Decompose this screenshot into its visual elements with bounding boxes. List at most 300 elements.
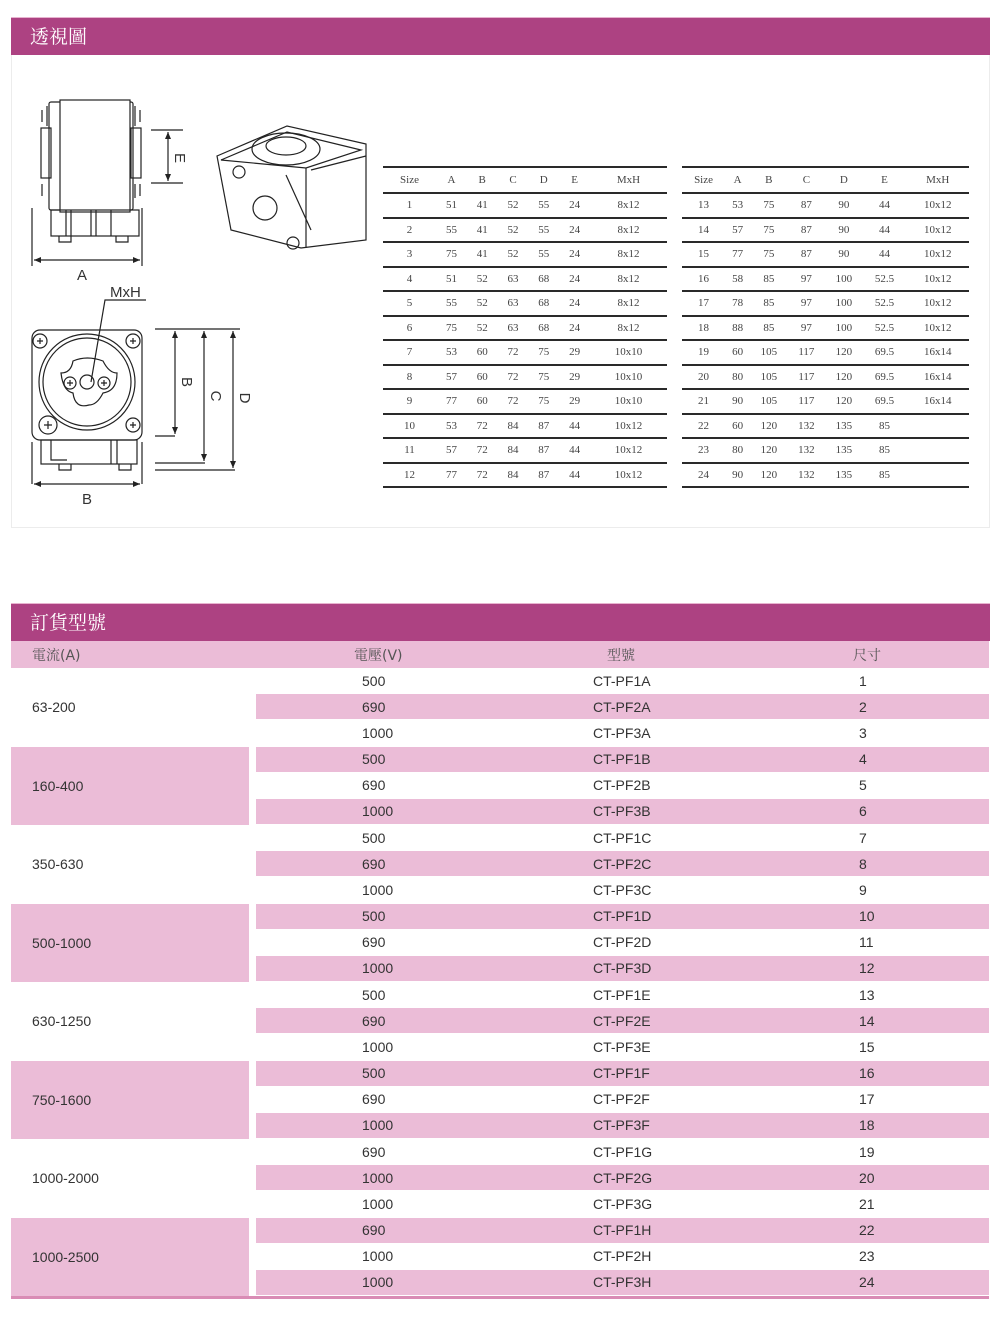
table-row bbox=[256, 1270, 989, 1296]
current-group bbox=[11, 1218, 989, 1297]
table-cell: 85 bbox=[863, 463, 907, 488]
table-cell: 14 bbox=[682, 218, 725, 243]
size-cell: 4 bbox=[859, 751, 867, 768]
model-cell: CT-PF3B bbox=[593, 803, 651, 820]
table-cell: 90 bbox=[725, 463, 750, 488]
dimension-table-header bbox=[682, 167, 969, 193]
size-cell: 13 bbox=[859, 986, 875, 1003]
table-cell: 22 bbox=[682, 414, 725, 439]
table-cell: 87 bbox=[528, 414, 559, 439]
table-row bbox=[256, 1244, 989, 1270]
table-cell: 52.5 bbox=[863, 267, 907, 292]
table-cell: 10x12 bbox=[906, 291, 969, 316]
table-row bbox=[383, 365, 667, 390]
table-row bbox=[682, 218, 969, 243]
table-row bbox=[256, 1034, 989, 1060]
table-cell: 75 bbox=[750, 242, 788, 267]
model-cell: CT-PF3H bbox=[593, 1274, 652, 1291]
table-cell: 63 bbox=[498, 291, 529, 316]
table-cell: 44 bbox=[863, 193, 907, 218]
table-cell: 17 bbox=[682, 291, 725, 316]
dimension-table-sizes-13-24 bbox=[682, 166, 969, 488]
table-cell: 100 bbox=[825, 291, 863, 316]
table-cell: 120 bbox=[825, 365, 863, 390]
table-cell: 44 bbox=[863, 242, 907, 267]
table-cell: 68 bbox=[528, 291, 559, 316]
table-cell: 63 bbox=[498, 267, 529, 292]
table-cell: 69.5 bbox=[863, 340, 907, 365]
voltage-cell: 690 bbox=[362, 698, 386, 715]
model-cell: CT-PF3D bbox=[593, 960, 652, 977]
table-cell: 1 bbox=[383, 193, 436, 218]
table-cell: 100 bbox=[825, 267, 863, 292]
table-cell: 72 bbox=[498, 340, 529, 365]
table-cell: 135 bbox=[825, 414, 863, 439]
model-cell: CT-PF3E bbox=[593, 1038, 651, 1055]
table-cell: 97 bbox=[788, 291, 826, 316]
table-row bbox=[256, 720, 989, 746]
table-cell: 8x12 bbox=[590, 316, 667, 341]
table-cell: 55 bbox=[436, 218, 467, 243]
voltage-cell: 500 bbox=[362, 829, 386, 846]
table-cell: 52 bbox=[498, 242, 529, 267]
table-cell: 80 bbox=[725, 365, 750, 390]
table-cell: 10x10 bbox=[590, 365, 667, 390]
table-row bbox=[256, 773, 989, 799]
table-cell: 8x12 bbox=[590, 267, 667, 292]
size-cell: 17 bbox=[859, 1091, 875, 1108]
current-range: 160-400 bbox=[11, 747, 249, 826]
model-cell: CT-PF2B bbox=[593, 777, 651, 794]
table-row bbox=[256, 1218, 989, 1244]
size-cell: 12 bbox=[859, 960, 875, 977]
order-section-title: 訂貨型號 bbox=[11, 603, 990, 641]
table-cell: 69.5 bbox=[863, 365, 907, 390]
table-cell: 100 bbox=[825, 316, 863, 341]
current-range: 1000-2000 bbox=[32, 1170, 99, 1187]
dimension-table-sizes-1-12 bbox=[383, 166, 667, 488]
voltage-cell: 500 bbox=[362, 672, 386, 689]
table-cell: 8x12 bbox=[590, 193, 667, 218]
table-row bbox=[682, 291, 969, 316]
table-cell: 87 bbox=[528, 463, 559, 488]
dimension-table-header bbox=[383, 167, 667, 193]
voltage-cell: 690 bbox=[362, 855, 386, 872]
model-cell: CT-PF3G bbox=[593, 1195, 653, 1212]
column-header: MxH bbox=[906, 167, 969, 193]
voltage-cell: 500 bbox=[362, 908, 386, 925]
table-cell: 51 bbox=[436, 193, 467, 218]
table-cell: 52 bbox=[467, 291, 498, 316]
table-cell: 120 bbox=[825, 389, 863, 414]
table-cell: 85 bbox=[750, 267, 788, 292]
end-view-drawing bbox=[32, 300, 146, 470]
table-cell: 78 bbox=[725, 291, 750, 316]
table-cell: 97 bbox=[788, 316, 826, 341]
table-cell: 132 bbox=[788, 414, 826, 439]
size-cell: 22 bbox=[859, 1222, 875, 1239]
table-cell: 19 bbox=[682, 340, 725, 365]
table-cell: 18 bbox=[682, 316, 725, 341]
table-cell: 52.5 bbox=[863, 291, 907, 316]
column-header: A bbox=[725, 167, 750, 193]
voltage-cell: 690 bbox=[362, 1222, 386, 1239]
column-header: B bbox=[467, 167, 498, 193]
table-cell: 2 bbox=[383, 218, 436, 243]
table-row bbox=[256, 1061, 989, 1087]
column-header: C bbox=[498, 167, 529, 193]
table-cell: 24 bbox=[559, 291, 590, 316]
table-cell: 105 bbox=[750, 340, 788, 365]
current-group bbox=[11, 982, 989, 1061]
size-cell: 23 bbox=[859, 1248, 875, 1265]
table-cell: 75 bbox=[528, 389, 559, 414]
voltage-cell: 690 bbox=[362, 1012, 386, 1029]
table-cell: 24 bbox=[682, 463, 725, 488]
model-cell: CT-PF1C bbox=[593, 829, 652, 846]
table-cell: 10 bbox=[383, 414, 436, 439]
size-cell: 8 bbox=[859, 855, 867, 872]
table-cell: 44 bbox=[559, 414, 590, 439]
table-cell: 77 bbox=[436, 389, 467, 414]
table-bottom-rule bbox=[11, 1296, 989, 1299]
table-cell: 10x10 bbox=[590, 389, 667, 414]
table-row bbox=[682, 267, 969, 292]
table-row bbox=[256, 956, 989, 982]
table-cell: 8 bbox=[383, 365, 436, 390]
size-cell: 20 bbox=[859, 1169, 875, 1186]
size-cell: 14 bbox=[859, 1012, 875, 1029]
size-cell: 18 bbox=[859, 1117, 875, 1134]
table-cell: 57 bbox=[436, 365, 467, 390]
table-row bbox=[383, 463, 667, 488]
table-row bbox=[682, 340, 969, 365]
table-cell: 60 bbox=[725, 340, 750, 365]
table-cell: 77 bbox=[725, 242, 750, 267]
header-current: 電流(A) bbox=[32, 647, 81, 664]
table-cell: 90 bbox=[725, 389, 750, 414]
table-cell: 120 bbox=[750, 463, 788, 488]
perspective-section-title: 透視圖 bbox=[11, 17, 990, 55]
table-cell: 87 bbox=[788, 242, 826, 267]
dim-label-d: D bbox=[236, 392, 253, 404]
size-cell: 1 bbox=[859, 672, 867, 689]
voltage-cell: 690 bbox=[362, 1091, 386, 1108]
table-row bbox=[256, 1165, 989, 1191]
voltage-cell: 1000 bbox=[362, 1195, 394, 1212]
table-cell: 10x12 bbox=[590, 463, 667, 488]
table-row bbox=[383, 316, 667, 341]
table-cell: 16 bbox=[682, 267, 725, 292]
size-cell: 5 bbox=[859, 777, 867, 794]
table-cell: 16x14 bbox=[906, 365, 969, 390]
table-cell: 75 bbox=[436, 316, 467, 341]
table-row bbox=[383, 218, 667, 243]
table-row bbox=[256, 825, 989, 851]
table-cell: 53 bbox=[725, 193, 750, 218]
table-cell bbox=[906, 463, 969, 488]
table-cell: 24 bbox=[559, 316, 590, 341]
table-cell: 10x12 bbox=[906, 218, 969, 243]
column-header: A bbox=[436, 167, 467, 193]
voltage-cell: 690 bbox=[362, 1143, 386, 1160]
table-cell: 60 bbox=[467, 365, 498, 390]
table-cell: 10x12 bbox=[906, 193, 969, 218]
model-cell: CT-PF3A bbox=[593, 724, 651, 741]
table-cell: 4 bbox=[383, 267, 436, 292]
table-row bbox=[256, 1008, 989, 1034]
table-cell: 58 bbox=[725, 267, 750, 292]
size-cell: 3 bbox=[859, 724, 867, 741]
table-row bbox=[383, 291, 667, 316]
table-row bbox=[256, 1113, 989, 1139]
column-header: D bbox=[825, 167, 863, 193]
dim-label-e: E bbox=[171, 152, 188, 164]
model-cell: CT-PF2C bbox=[593, 855, 652, 872]
table-cell: 52 bbox=[467, 316, 498, 341]
table-row bbox=[256, 930, 989, 956]
table-cell: 8x12 bbox=[590, 218, 667, 243]
voltage-cell: 1000 bbox=[362, 1169, 394, 1186]
model-cell: CT-PF1A bbox=[593, 672, 651, 689]
current-range: 63-200 bbox=[32, 699, 76, 716]
table-cell: 75 bbox=[750, 218, 788, 243]
table-cell bbox=[906, 438, 969, 463]
table-cell: 29 bbox=[559, 365, 590, 390]
voltage-cell: 1000 bbox=[362, 1248, 394, 1265]
table-row bbox=[256, 747, 989, 773]
table-cell: 15 bbox=[682, 242, 725, 267]
table-cell: 80 bbox=[725, 438, 750, 463]
table-cell: 60 bbox=[725, 414, 750, 439]
model-cell: CT-PF1G bbox=[593, 1143, 653, 1160]
table-cell: 13 bbox=[682, 193, 725, 218]
table-row bbox=[256, 694, 989, 720]
table-row bbox=[682, 316, 969, 341]
current-group bbox=[11, 1061, 989, 1140]
table-cell: 24 bbox=[559, 193, 590, 218]
side-view-drawing bbox=[41, 100, 141, 242]
current-range: 500-1000 bbox=[11, 904, 249, 983]
model-cell: CT-PF1B bbox=[593, 751, 651, 768]
table-row bbox=[682, 365, 969, 390]
fuse-dimension-drawing bbox=[11, 80, 381, 520]
table-cell: 21 bbox=[682, 389, 725, 414]
table-cell: 10x10 bbox=[590, 340, 667, 365]
table-row bbox=[682, 242, 969, 267]
model-cell: CT-PF3F bbox=[593, 1117, 650, 1134]
voltage-cell: 500 bbox=[362, 1065, 386, 1082]
table-cell: 117 bbox=[788, 389, 826, 414]
size-cell: 2 bbox=[859, 698, 867, 715]
model-cell: CT-PF2E bbox=[593, 1012, 651, 1029]
table-cell: 75 bbox=[436, 242, 467, 267]
table-cell: 105 bbox=[750, 365, 788, 390]
model-cell: CT-PF2H bbox=[593, 1248, 652, 1265]
table-cell: 5 bbox=[383, 291, 436, 316]
column-header: E bbox=[863, 167, 907, 193]
table-cell: 53 bbox=[436, 340, 467, 365]
voltage-cell: 1000 bbox=[362, 960, 394, 977]
voltage-cell: 1000 bbox=[362, 1117, 394, 1134]
table-row bbox=[682, 193, 969, 218]
table-cell: 24 bbox=[559, 242, 590, 267]
table-cell: 75 bbox=[750, 193, 788, 218]
current-group bbox=[11, 668, 989, 747]
model-cell: CT-PF2D bbox=[593, 934, 652, 951]
header-model: 型號 bbox=[607, 647, 635, 664]
column-header: B bbox=[750, 167, 788, 193]
table-row bbox=[383, 340, 667, 365]
table-cell: 87 bbox=[528, 438, 559, 463]
table-cell: 117 bbox=[788, 340, 826, 365]
size-cell: 7 bbox=[859, 829, 867, 846]
table-cell: 55 bbox=[528, 193, 559, 218]
table-row bbox=[256, 851, 989, 877]
model-cell: CT-PF1E bbox=[593, 986, 651, 1003]
column-header: Size bbox=[383, 167, 436, 193]
table-cell: 9 bbox=[383, 389, 436, 414]
column-header: C bbox=[788, 167, 826, 193]
table-cell: 90 bbox=[825, 242, 863, 267]
table-cell: 44 bbox=[559, 463, 590, 488]
table-cell: 85 bbox=[750, 316, 788, 341]
table-cell: 44 bbox=[559, 438, 590, 463]
table-cell: 24 bbox=[559, 267, 590, 292]
current-range: 750-1600 bbox=[11, 1061, 249, 1140]
table-row bbox=[256, 904, 989, 930]
table-cell: 6 bbox=[383, 316, 436, 341]
table-row bbox=[383, 193, 667, 218]
table-cell: 68 bbox=[528, 316, 559, 341]
table-cell: 84 bbox=[498, 463, 529, 488]
table-cell: 68 bbox=[528, 267, 559, 292]
isometric-view-drawing bbox=[217, 126, 366, 249]
table-cell: 72 bbox=[467, 463, 498, 488]
size-cell: 16 bbox=[859, 1065, 875, 1082]
current-group bbox=[11, 825, 989, 904]
table-cell: 52 bbox=[498, 218, 529, 243]
size-cell: 10 bbox=[859, 908, 875, 925]
table-cell: 24 bbox=[559, 218, 590, 243]
table-cell: 132 bbox=[788, 463, 826, 488]
dim-label-c: C bbox=[207, 390, 224, 402]
table-cell: 120 bbox=[750, 438, 788, 463]
table-cell: 53 bbox=[436, 414, 467, 439]
table-cell: 55 bbox=[436, 291, 467, 316]
voltage-cell: 500 bbox=[362, 751, 386, 768]
voltage-cell: 500 bbox=[362, 986, 386, 1003]
table-cell: 51 bbox=[436, 267, 467, 292]
table-cell: 41 bbox=[467, 193, 498, 218]
table-cell: 117 bbox=[788, 365, 826, 390]
table-cell: 41 bbox=[467, 242, 498, 267]
table-row bbox=[383, 267, 667, 292]
table-cell: 29 bbox=[559, 389, 590, 414]
table-cell: 85 bbox=[863, 438, 907, 463]
table-cell: 85 bbox=[750, 291, 788, 316]
model-cell: CT-PF1D bbox=[593, 908, 652, 925]
table-cell: 8x12 bbox=[590, 242, 667, 267]
size-cell: 9 bbox=[859, 881, 867, 898]
table-row bbox=[256, 1139, 989, 1165]
table-cell bbox=[906, 414, 969, 439]
model-cell: CT-PF1H bbox=[593, 1222, 652, 1239]
model-cell: CT-PF3C bbox=[593, 881, 652, 898]
table-cell: 10x12 bbox=[906, 267, 969, 292]
table-cell: 41 bbox=[467, 218, 498, 243]
dim-label-mxh: MxH bbox=[110, 284, 141, 301]
table-cell: 55 bbox=[528, 218, 559, 243]
table-row bbox=[256, 799, 989, 825]
table-cell: 84 bbox=[498, 438, 529, 463]
table-cell: 132 bbox=[788, 438, 826, 463]
table-cell: 84 bbox=[498, 414, 529, 439]
table-cell: 10x12 bbox=[590, 414, 667, 439]
table-cell: 120 bbox=[750, 414, 788, 439]
table-cell: 120 bbox=[825, 340, 863, 365]
current-range: 630-1250 bbox=[32, 1013, 92, 1030]
table-cell: 10x12 bbox=[590, 438, 667, 463]
column-header: D bbox=[528, 167, 559, 193]
table-cell: 3 bbox=[383, 242, 436, 267]
table-cell: 75 bbox=[528, 340, 559, 365]
table-cell: 135 bbox=[825, 463, 863, 488]
table-cell: 52 bbox=[467, 267, 498, 292]
table-cell: 10x12 bbox=[906, 242, 969, 267]
table-cell: 16x14 bbox=[906, 340, 969, 365]
size-cell: 24 bbox=[859, 1274, 875, 1291]
table-cell: 75 bbox=[528, 365, 559, 390]
table-cell: 85 bbox=[863, 414, 907, 439]
column-header: E bbox=[559, 167, 590, 193]
current-group bbox=[11, 904, 989, 983]
table-cell: 72 bbox=[498, 389, 529, 414]
table-cell: 7 bbox=[383, 340, 436, 365]
table-row bbox=[383, 438, 667, 463]
table-cell: 105 bbox=[750, 389, 788, 414]
model-cell: CT-PF2G bbox=[593, 1169, 653, 1186]
table-cell: 10x12 bbox=[906, 316, 969, 341]
model-cell: CT-PF1F bbox=[593, 1065, 650, 1082]
table-row bbox=[682, 414, 969, 439]
table-cell: 69.5 bbox=[863, 389, 907, 414]
column-header: Size bbox=[682, 167, 725, 193]
table-cell: 20 bbox=[682, 365, 725, 390]
size-cell: 6 bbox=[859, 803, 867, 820]
table-cell: 60 bbox=[467, 389, 498, 414]
dim-label-a: A bbox=[76, 267, 88, 284]
dim-label-b-side: B bbox=[178, 376, 195, 388]
column-header: MxH bbox=[590, 167, 667, 193]
voltage-cell: 1000 bbox=[362, 724, 394, 741]
table-cell: 63 bbox=[498, 316, 529, 341]
voltage-cell: 1000 bbox=[362, 803, 394, 820]
order-model-table bbox=[11, 641, 989, 1299]
table-cell: 97 bbox=[788, 267, 826, 292]
table-row bbox=[682, 389, 969, 414]
table-cell: 72 bbox=[498, 365, 529, 390]
table-cell: 52.5 bbox=[863, 316, 907, 341]
table-row bbox=[256, 877, 989, 903]
table-cell: 57 bbox=[725, 218, 750, 243]
table-cell: 12 bbox=[383, 463, 436, 488]
dim-label-b-bottom: B bbox=[81, 491, 93, 508]
model-cell: CT-PF2F bbox=[593, 1091, 650, 1108]
table-cell: 88 bbox=[725, 316, 750, 341]
table-cell: 52 bbox=[498, 193, 529, 218]
header-size: 尺寸 bbox=[853, 647, 881, 664]
